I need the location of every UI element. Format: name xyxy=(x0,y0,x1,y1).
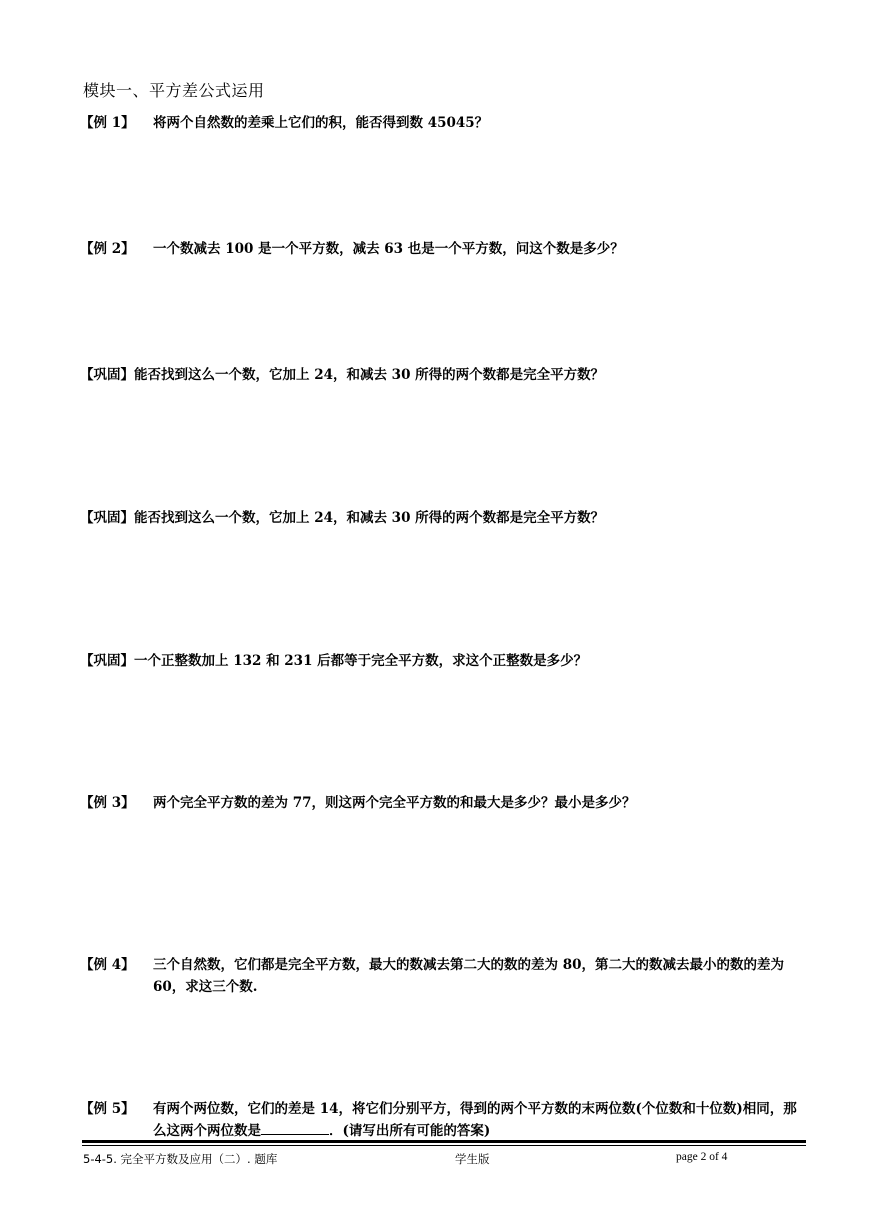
problem-tag: 【巩固】 xyxy=(80,510,134,526)
problem-tag: 【巩固】 xyxy=(80,367,134,383)
problem-text: 一个数减去 100 是一个平方数，减去 63 也是一个平方数，问这个数是多少？ xyxy=(153,241,624,257)
problem-tag: 【例 5】 xyxy=(80,1101,135,1117)
footer-edition: 学生版 xyxy=(455,1152,490,1166)
problem-tag: 【例 4】 xyxy=(80,957,135,973)
footer-page-number: page 2 of 4 xyxy=(676,1151,728,1163)
consolidate-2 xyxy=(80,507,810,529)
problem-text-after-blank: ．(请写出所有可能的答案) xyxy=(329,1123,491,1139)
problem-tag: 【例 1】 xyxy=(80,115,135,131)
example-4 xyxy=(80,954,810,998)
footer-doc-title: 5-4-5. 完全平方数及应用（二）. 题库 xyxy=(83,1152,278,1166)
footer-rule-thin xyxy=(82,1145,806,1146)
problem-tag: 【例 3】 xyxy=(80,795,135,811)
problem-text: 三个自然数，它们都是完全平方数，最大的数减去第二大的数的差为 80，第二大的数减去最小的数的差为 60，求这三个数. xyxy=(153,957,784,995)
consolidate-3 xyxy=(80,650,810,672)
problem-text: 一个正整数加上 132 和 231 后都等于完全平方数，求这个正整数是多少？ xyxy=(134,653,588,669)
problem-text: 将两个自然数的差乘上它们的积，能否得到数 45045？ xyxy=(153,115,489,131)
answer-blank xyxy=(261,1120,329,1135)
example-5 xyxy=(80,1098,810,1142)
problem-text: 两个完全平方数的差为 77，则这两个完全平方数的和最大是多少？最小是多少？ xyxy=(153,795,636,811)
problem-text: 能否找到这么一个数，它加上 24，和减去 30 所得的两个数都是完全平方数？ xyxy=(134,510,605,526)
consolidate-1 xyxy=(80,364,810,386)
problem-text: 能否找到这么一个数，它加上 24，和减去 30 所得的两个数都是完全平方数？ xyxy=(134,367,605,383)
problem-tag: 【例 2】 xyxy=(80,241,135,257)
footer-rule-thick xyxy=(82,1140,806,1143)
problem-tag: 【巩固】 xyxy=(80,653,134,669)
example-2 xyxy=(80,238,810,260)
problem-text-before-blank: 有两个两位数，它们的差是 14，将它们分别平方，得到的两个平方数的末两位数(个位数和十位数)相同，那么这两个两位数是 xyxy=(153,1101,797,1139)
example-3 xyxy=(80,792,810,814)
problem-text xyxy=(80,1098,810,1142)
module-title: 模块一、平方差公式运用 xyxy=(83,81,265,100)
example-1 xyxy=(80,112,810,134)
